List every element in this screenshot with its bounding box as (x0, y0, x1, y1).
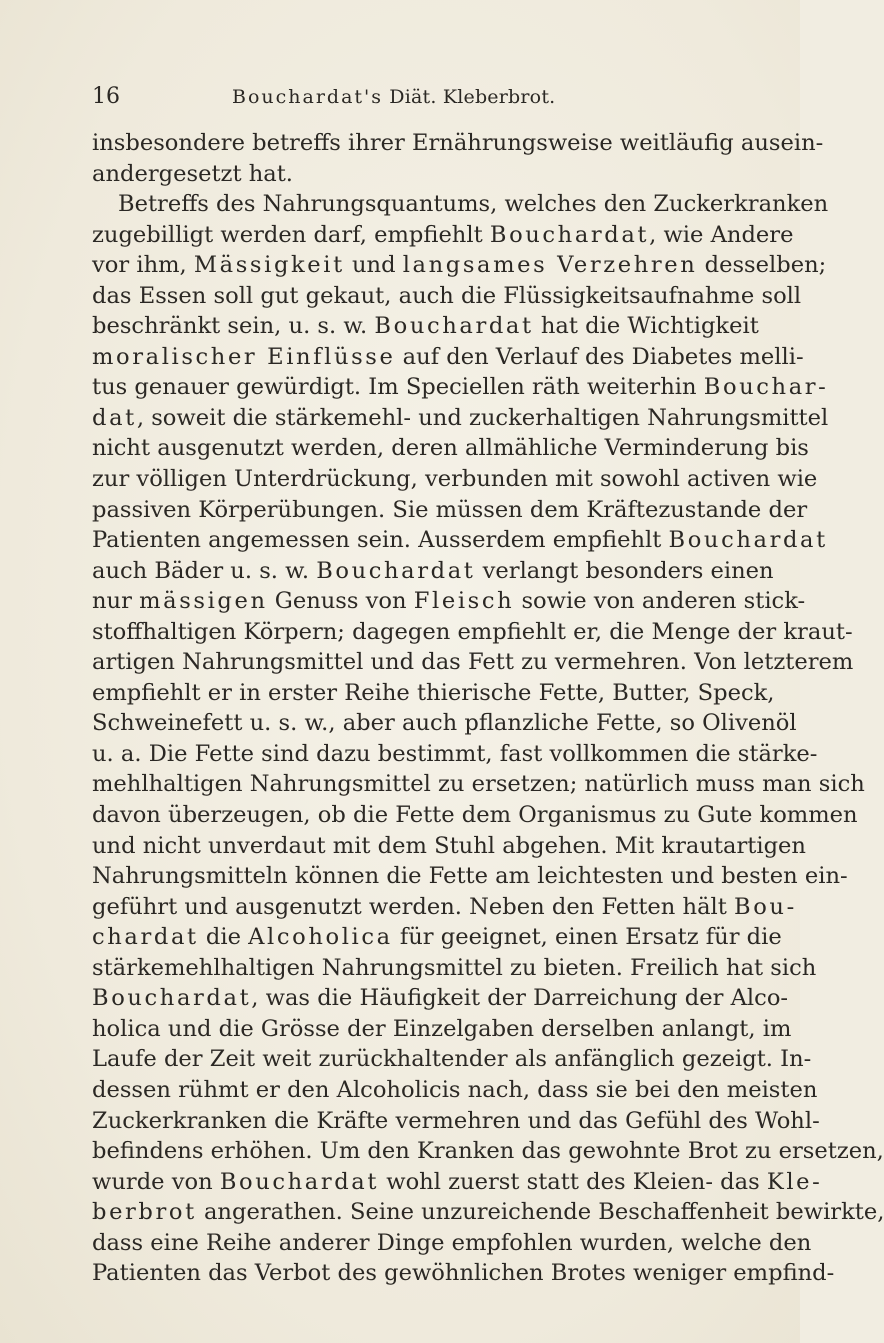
text-run: stoffhaltigen Körpern; dagegen empfiehlt er, die Menge der kraut- (92, 618, 853, 645)
text-line (92, 708, 797, 739)
text-line (92, 892, 797, 923)
text-line (92, 311, 759, 342)
text-run: dass eine Reihe anderer Dinge empfohlen wurden, welche den (92, 1229, 812, 1256)
text-run: mehlhaltigen Nahrungsmittel zu ersetzen; natürlich muss man sich (92, 771, 865, 798)
text-run: andergesetzt hat. (92, 160, 293, 187)
text-run: , was die Häufigkeit der Darreichung der Alco- (251, 985, 789, 1012)
spaced-emphasis: Bouchardat (92, 985, 252, 1012)
text-run: davon überzeugen, ob die Fette dem Organismus zu Gute kommen (92, 802, 858, 829)
spaced-emphasis: Alcoholica (248, 924, 393, 951)
spaced-emphasis: berbrot (92, 1199, 197, 1226)
text-line (92, 220, 794, 251)
text-run: auch Bäder u. s. w. (92, 557, 317, 584)
spaced-emphasis: Bouchardat (374, 313, 534, 340)
text-line (92, 831, 806, 862)
text-run: insbesondere betreffs ihrer Ernährungsweise weitläufig ausein- (92, 130, 824, 156)
spaced-emphasis: Bou- (734, 893, 797, 920)
spaced-emphasis: langsames Verzehren (402, 252, 698, 279)
text-line (92, 250, 827, 281)
text-run: , soweit die stärkemehl- und zuckerhaltigen Nahrungsmittel (136, 404, 829, 431)
text-line (92, 1044, 812, 1075)
text-line (92, 403, 829, 434)
spaced-emphasis: Bouchardat (316, 557, 476, 584)
text-line (92, 556, 774, 587)
text-line (92, 769, 865, 800)
text-line (92, 647, 854, 678)
text-run: Zuckerkranken die Kräfte vermehren und das Gefühl des Wohl- (92, 1107, 820, 1134)
text-run: beschränkt sein, u. s. w. (92, 313, 375, 340)
text-run: tus genauer gewürdigt. Im Speciellen räth weiterhin (92, 374, 704, 401)
text-line (92, 953, 817, 984)
text-line (92, 1167, 823, 1198)
text-run: befindens erhöhen. Um den Kranken das gewohnte Brot zu ersetzen, (92, 1138, 884, 1165)
text-line (92, 525, 828, 556)
running-header (92, 84, 712, 116)
text-run: verlangt besonders einen (475, 557, 774, 584)
text-run: geführt und ausgenutzt werden. Neben den Fetten hält (92, 893, 735, 920)
text-line (92, 281, 802, 312)
text-line (92, 983, 789, 1014)
body-text (92, 128, 884, 1289)
text-run: Patienten das Verbot des gewöhnlichen Brotes weniger empfind- (92, 1260, 835, 1287)
text-run: die (198, 924, 249, 951)
spaced-emphasis: mässigen (139, 588, 268, 615)
spaced-emphasis: dat (92, 404, 137, 431)
text-run: hat die Wichtigkeit (533, 313, 759, 340)
text-run: Schweinefett u. s. w., aber auch pflanzliche Fette, so Olivenöl (92, 710, 797, 737)
text-run: Patienten angemessen sein. Ausserdem empfiehlt (92, 527, 669, 554)
text-line (92, 586, 806, 617)
text-line (92, 617, 853, 648)
text-line (92, 433, 809, 464)
text-line (92, 1106, 820, 1137)
text-line (92, 739, 818, 770)
text-line (92, 189, 829, 220)
text-run: Genuss von (267, 588, 414, 615)
text-run: zur völligen Unterdrückung, verbunden mit sowohl activen wie (92, 466, 818, 493)
text-run: Betreffs des Nahrungsquantums, welches den Zuckerkranken (118, 191, 829, 218)
text-run: nicht ausgenutzt werden, deren allmähliche Verminderung bis (92, 435, 809, 462)
text-line (92, 1014, 792, 1045)
text-line (92, 1258, 835, 1289)
text-run: das Essen soll gut gekaut, auch die Flüssigkeitsaufnahme soll (92, 282, 802, 309)
text-line (92, 464, 818, 495)
running-title-subject: Diät. Kleberbrot. (389, 86, 556, 108)
text-line (92, 128, 824, 159)
text-run: und nicht unverdaut mit dem Stuhl abgehen. Mit krautartigen (92, 832, 806, 859)
spaced-emphasis: Mässigkeit (193, 252, 345, 279)
spaced-emphasis: Kle- (766, 1168, 823, 1195)
text-line (92, 1228, 812, 1259)
text-run: und (344, 252, 403, 279)
text-run: Laufe der Zeit weit zurückhaltender als anfänglich gezeigt. In- (92, 1046, 812, 1073)
text-line (92, 861, 848, 892)
text-line (92, 342, 804, 373)
spaced-emphasis: Bouchardat (219, 1168, 380, 1195)
spaced-emphasis: Bouchardat (489, 221, 650, 248)
text-run: sowie von anderen stick- (514, 588, 806, 615)
spaced-emphasis: chardat (92, 924, 199, 951)
text-run: , wie Andere (649, 221, 794, 248)
text-run: wohl zuerst statt des Kleien- das (379, 1168, 767, 1195)
text-run: für geeignet, einen Ersatz für die (392, 924, 782, 951)
text-line (92, 1075, 818, 1106)
running-title (232, 86, 555, 108)
running-title-author: Bouchardat's (232, 86, 384, 108)
text-run: auf den Verlauf des Diabetes melli- (395, 343, 804, 370)
text-run: dessen rühmt er den Alcoholicis nach, dass sie bei den meisten (92, 1076, 818, 1103)
text-line (92, 800, 858, 831)
text-line (92, 1197, 884, 1228)
text-run: empfiehlt er in erster Reihe thierische Fette, Butter, Speck, (92, 679, 775, 706)
text-line (92, 159, 718, 190)
text-run: desselben; (697, 252, 827, 279)
text-run: nur (92, 588, 140, 615)
text-run: Nahrungsmitteln können die Fette am leichtesten und besten ein- (92, 863, 848, 890)
text-line (92, 922, 782, 953)
spaced-emphasis: Bouchardat (668, 527, 828, 554)
text-run: angerathen. Seine unzureichende Beschaffenheit bewirkte, (196, 1199, 884, 1226)
text-run: passiven Körperübungen. Sie müssen dem Kräftezustande der (92, 496, 808, 523)
text-run: holica und die Grösse der Einzelgaben derselben anlangt, im (92, 1015, 792, 1042)
text-run: zugebilligt werden darf, empfiehlt (92, 221, 490, 248)
text-line (92, 1136, 884, 1167)
text-run: stärkemehlhaltigen Nahrungsmittel zu bieten. Freilich hat sich (92, 954, 817, 981)
text-line (92, 495, 808, 526)
spaced-emphasis: moralischer Einflüsse (92, 343, 396, 370)
page-number: 16 (92, 84, 120, 109)
text-line (92, 372, 829, 403)
text-run: vor ihm, (92, 252, 194, 279)
text-run: wurde von (92, 1168, 220, 1195)
text-line (92, 678, 775, 709)
text-run: artigen Nahrungsmittel und das Fett zu vermehren. Von letzterem (92, 649, 854, 676)
spaced-emphasis: Bouchar- (703, 374, 829, 401)
text-run: u. a. Die Fette sind dazu bestimmt, fast vollkommen die stärke- (92, 740, 818, 767)
spaced-emphasis: Fleisch (413, 588, 515, 615)
